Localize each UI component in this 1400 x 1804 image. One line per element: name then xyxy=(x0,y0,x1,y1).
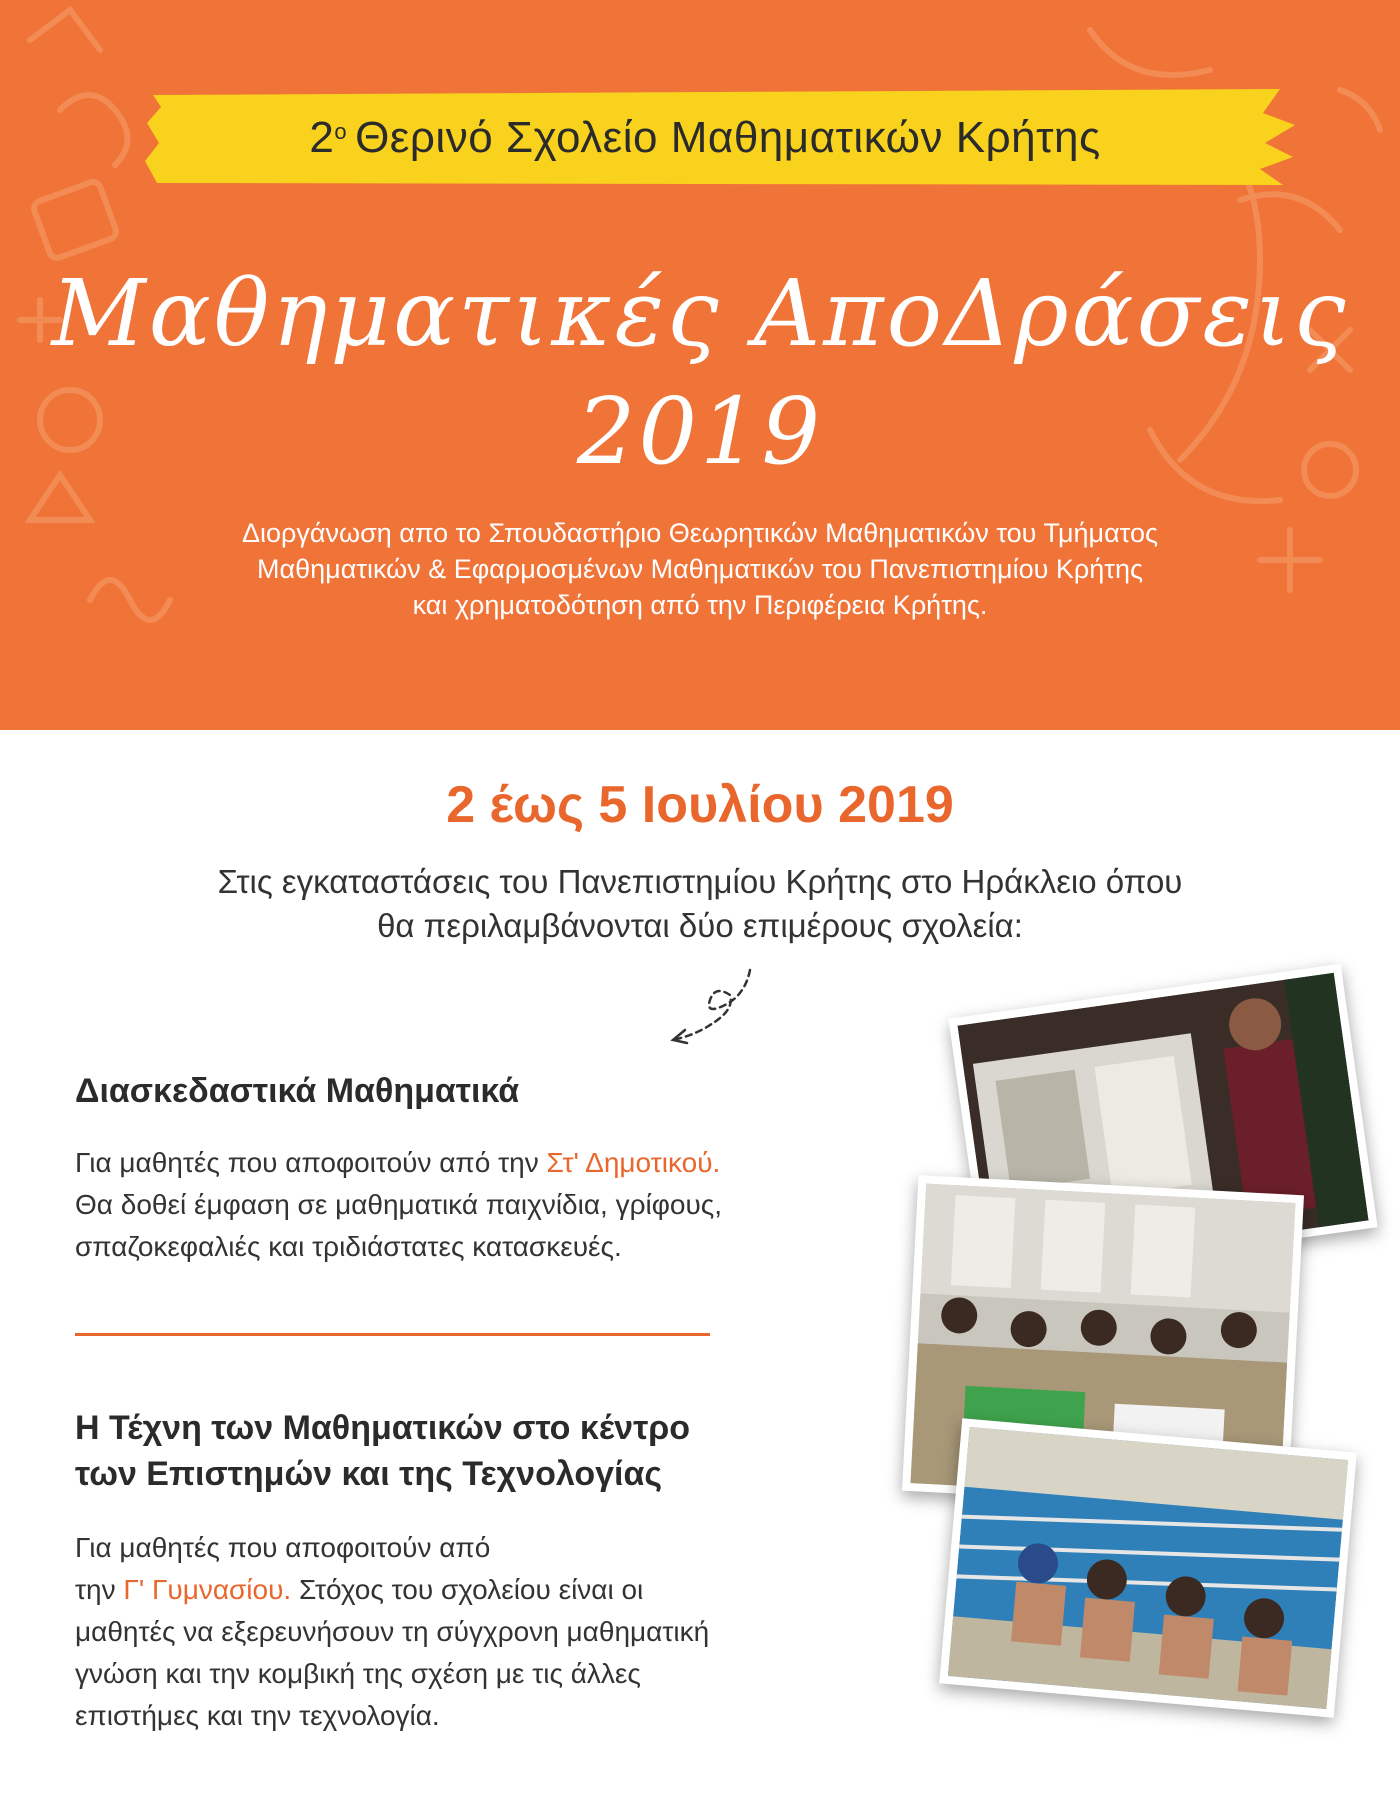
school1-body-line2: Θα δοθεί έμφαση σε μαθηματικά παιχνίδια, γρίφους, xyxy=(75,1189,723,1220)
banner-text: Θερινό Σχολείο Μαθηματικών Κρήτης xyxy=(355,112,1101,162)
section-divider xyxy=(75,1333,710,1336)
school2-body-line1: Για μαθητές που αποφοιτούν από xyxy=(75,1532,491,1563)
organizer-line3: και χρηματοδότηση από την Περιφέρεια Κρήτης. xyxy=(412,590,988,620)
banner-ordinal: ο xyxy=(334,118,348,144)
event-dates: 2 έως 5 Ιουλίου 2019 xyxy=(446,776,954,834)
school1-body-line1: Για μαθητές που αποφοιτούν από την xyxy=(75,1147,547,1178)
header-wave-edge xyxy=(0,640,1400,740)
school2-body-line3: μαθητές να εξερευνήσουν τη σύγχρονη μαθηματική xyxy=(75,1616,710,1647)
curly-arrow-icon xyxy=(665,965,755,1045)
school2-grade-highlight: Γ' Γυμνασίου. xyxy=(123,1574,292,1605)
header-section xyxy=(0,0,1400,730)
banner-number: 2 xyxy=(309,112,335,162)
pool-photo-image xyxy=(948,1427,1348,1709)
school2-body-line2-post: Στόχος του σχολείου είναι οι xyxy=(291,1574,644,1605)
school1-description xyxy=(75,1142,722,1268)
organizer-line2: Μαθηματικών & Εφαρμοσμένων Μαθηματικών του Πανεπιστημίου Κρήτης xyxy=(257,554,1143,584)
venue-intro-line2: θα περιλαμβάνονται δύο επιμέρους σχολεία: xyxy=(377,907,1023,944)
organizer-line1: Διοργάνωση απο το Σπουδαστήριο Θεωρητικών Μαθηματικών του Τμήματος xyxy=(241,518,1158,548)
banner-title xyxy=(145,85,1265,190)
school2-body-line4: γνώση και την κομβική της σχέση με τις άλλες xyxy=(75,1658,641,1689)
venue-intro-line1: Στις εγκαταστάσεις του Πανεπιστημίου Κρήτης στο Ηράκλειο όπου xyxy=(217,863,1183,900)
school2-title-line1: Η Τέχνη των Μαθηματικών στο κέντρο xyxy=(75,1409,691,1447)
photo-swimming-pool xyxy=(939,1418,1357,1718)
school2-title-line2: των Επιστημών και της Τεχνολογίας xyxy=(75,1455,663,1493)
school1-title: Διασκεδαστικά Μαθηματικά xyxy=(75,1072,520,1110)
school2-body-line5: επιστήμες και την τεχνολογία. xyxy=(75,1700,440,1731)
organizer-text xyxy=(100,515,1300,623)
school2-body-line2-pre: την xyxy=(75,1574,124,1605)
school2-title xyxy=(75,1405,690,1497)
main-title-line1: Μαθηματικές ΑποΔράσεις xyxy=(51,260,1349,367)
school1-grade-highlight: Στ' Δημοτικού. xyxy=(546,1147,721,1178)
venue-intro xyxy=(0,860,1400,948)
school2-description xyxy=(75,1527,709,1737)
main-title-year: 2019 xyxy=(576,378,824,485)
main-title xyxy=(0,255,1400,491)
school1-body-line3: σπαζοκεφαλιές και τριδιάστατες κατασκευές. xyxy=(75,1231,622,1262)
